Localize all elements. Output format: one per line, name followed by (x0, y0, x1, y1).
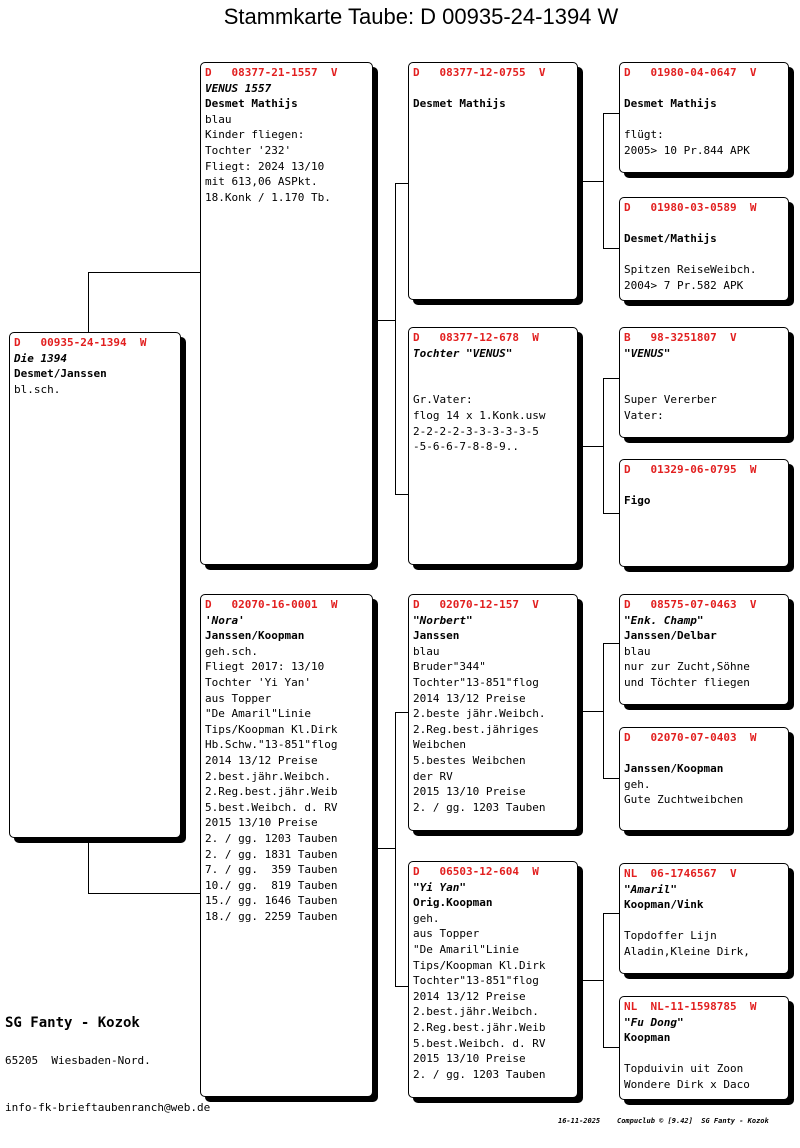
info-line: flog 14 x 1.Konk.usw (413, 408, 546, 422)
info-line: geh.sch. (205, 644, 258, 658)
info-line: blau (624, 644, 651, 658)
info-line: und Töchter fliegen (624, 675, 750, 689)
connector-line (395, 183, 408, 184)
info-line: "De Amaril"Linie (205, 707, 311, 721)
ring-number: NL NL-11-1598785 W (624, 1000, 757, 1013)
breeder-name: Janssen/Delbar (624, 629, 717, 643)
info-line: 2004> 7 Pr.582 APK (624, 278, 744, 292)
info-line: mit 613,06 ASPkt. (205, 175, 318, 189)
info-line: 2014 13/12 Preise (205, 753, 318, 767)
info-line: Tochter 'Yi Yan' (205, 675, 311, 689)
breeder-name: Desmet Mathijs (413, 97, 506, 111)
breeder-name: Desmet Mathijs (624, 97, 717, 111)
info-line: Aladin,Kleine Dirk, (624, 944, 750, 958)
info-line: 2.Reg.best.jähr.Weib (413, 1020, 546, 1034)
info-line: geh. (624, 777, 651, 791)
info-line: Hb.Schw."13-851"flog (205, 738, 338, 752)
info-line: aus Topper (413, 927, 480, 941)
info-line: Topduivin uit Zoon (624, 1062, 744, 1076)
pigeon-name: "Norbert" (413, 613, 473, 627)
info-line: Wondere Dirk x Daco (624, 1077, 750, 1091)
info-line: 2005> 10 Pr.844 APK (624, 143, 750, 157)
footer-print-info: 16-11-2025 Compuclub © [9.42] SG Fanty - Kozok (558, 1117, 769, 1125)
connector-line (88, 272, 89, 332)
info-line (624, 1046, 784, 1062)
pigeon-card-paternal-grandmother[interactable] (408, 327, 578, 565)
ring-number: D 08575-07-0463 V (624, 598, 757, 611)
info-line: bl.sch. (14, 382, 61, 396)
connector-line (395, 712, 408, 713)
connector-line (582, 711, 603, 712)
info-line: 2.beste jähr.Weibch. (413, 707, 546, 721)
info-line (624, 478, 784, 494)
info-line: flügt: (624, 128, 664, 142)
info-line (624, 913, 784, 929)
info-line: Gute Zuchtweibchen (624, 793, 744, 807)
info-line: 2015 13/10 Preise (413, 1052, 526, 1066)
owner-name: SG Fanty - Kozok (5, 1015, 140, 1031)
connector-line (373, 848, 395, 849)
owner-email[interactable]: info-fk-brieftaubenranch@web.de (5, 1101, 211, 1114)
info-line: 15./ gg. 1646 Tauben (205, 894, 338, 908)
connector-line (603, 513, 619, 514)
pigeon-name: Tochter "VENUS" (413, 346, 513, 360)
info-line (624, 247, 784, 263)
connector-line (603, 643, 619, 644)
breeder-name: Janssen/Koopman (624, 762, 724, 776)
info-line (624, 216, 784, 232)
info-line: Kinder fliegen: (205, 128, 305, 142)
owner-address: 65205 Wiesbaden-Nord. (5, 1054, 151, 1067)
pigeon-card-ggp-mmm[interactable] (619, 996, 789, 1100)
info-line: 2. / gg. 1203 Tauben (413, 1067, 546, 1081)
connector-line (603, 113, 604, 248)
connector-line (603, 1047, 619, 1048)
info-line (413, 81, 573, 97)
info-line: 2.best.jähr.Weibch. (413, 1005, 539, 1019)
ring-number: D 02070-12-157 V (413, 598, 539, 611)
connector-line (395, 986, 408, 987)
pigeon-name: "Amaril" (624, 882, 677, 896)
breeder-name: Orig.Koopman (413, 896, 493, 910)
info-line: 7. / gg. 359 Tauben (205, 863, 338, 877)
ring-number: D 02070-16-0001 W (205, 598, 338, 611)
info-line (624, 361, 784, 377)
info-line: 2. / gg. 1203 Tauben (205, 831, 338, 845)
ring-number: D 08377-21-1557 V (205, 66, 338, 79)
pigeon-name: 'Nora' (205, 613, 245, 627)
pigeon-name: "Yi Yan" (413, 880, 466, 894)
info-line: 5.best.Weibch. d. RV (205, 800, 338, 814)
ring-number: D 02070-07-0403 W (624, 731, 757, 744)
info-line: -5-6-6-7-8-8-9.. (413, 440, 519, 454)
ring-number: D 08377-12-678 W (413, 331, 539, 344)
breeder-name: Janssen (413, 629, 460, 643)
pigeon-name: "Enk. Champ" (624, 613, 704, 627)
info-line: Tochter"13-851"flog (413, 974, 539, 988)
info-line: Spitzen ReiseWeibch. (624, 263, 757, 277)
breeder-name: Desmet Mathijs (205, 97, 298, 111)
connector-line (395, 183, 396, 494)
pigeon-card-ggp-mmf[interactable] (619, 863, 789, 974)
info-line: Bruder"344" (413, 660, 486, 674)
info-line: 2015 13/10 Preise (413, 785, 526, 799)
info-line: Super Vererber (624, 393, 717, 407)
info-line: 2014 13/12 Preise (413, 691, 526, 705)
connector-line (582, 446, 603, 447)
breeder-name: Janssen/Koopman (205, 629, 305, 643)
connector-line (395, 712, 396, 986)
info-line: Weibchen (413, 738, 466, 752)
connector-line (88, 272, 200, 273)
ring-number: NL 06-1746567 V (624, 867, 737, 880)
info-line: blau (413, 644, 440, 658)
connector-line (603, 913, 619, 914)
breeder-name: Desmet/Mathijs (624, 232, 717, 246)
info-line (413, 377, 573, 393)
info-line: Fliegt 2017: 13/10 (205, 660, 325, 674)
info-line: Tochter"13-851"flog (413, 675, 539, 689)
info-line (624, 112, 784, 128)
info-line (624, 81, 784, 97)
pigeon-card-maternal-grandfather[interactable] (408, 594, 578, 831)
connector-line (603, 778, 619, 779)
info-line: "De Amaril"Linie (413, 942, 519, 956)
pigeon-card-ggp-mff[interactable] (619, 594, 789, 705)
pigeon-card-maternal-grandmother[interactable] (408, 861, 578, 1098)
connector-line (395, 494, 408, 495)
ring-number: D 01980-04-0647 V (624, 66, 757, 79)
info-line: geh. (413, 911, 440, 925)
connector-line (582, 181, 603, 182)
pigeon-name: Die 1394 (14, 351, 67, 365)
info-line: Gr.Vater: (413, 393, 473, 407)
pigeon-name: "VENUS" (624, 346, 671, 360)
info-line: 2.Reg.best.jähr.Weib (205, 785, 338, 799)
info-line (413, 361, 573, 377)
ring-number: D 01980-03-0589 W (624, 201, 757, 214)
info-line: 2015 13/10 Preise (205, 816, 318, 830)
connector-line (603, 913, 604, 1047)
ring-number: B 98-3251807 V (624, 331, 737, 344)
info-line: Topdoffer Lijn (624, 929, 717, 943)
info-line: Tochter '232' (205, 143, 292, 157)
pigeon-card-ggp-fmf[interactable] (619, 327, 789, 438)
info-line (624, 377, 784, 393)
connector-line (603, 248, 619, 249)
breeder-name: Figo (624, 494, 651, 508)
info-line: Tips/Koopman Kl.Dirk (413, 958, 546, 972)
info-line: 18.Konk / 1.170 Tb. (205, 190, 331, 204)
info-line: nur zur Zucht,Söhne (624, 660, 750, 674)
info-line: Tips/Koopman Kl.Dirk (205, 722, 338, 736)
pigeon-card-father[interactable] (200, 62, 373, 565)
pigeon-card-ggp-fff[interactable] (619, 62, 789, 173)
ring-number: D 08377-12-0755 V (413, 66, 546, 79)
pigeon-card-subject[interactable] (9, 332, 181, 838)
pigeon-card-ggp-ffm[interactable] (619, 197, 789, 301)
info-line: 5.bestes Weibchen (413, 753, 526, 767)
info-line: 18./ gg. 2259 Tauben (205, 909, 338, 923)
connector-line (582, 980, 603, 981)
connector-line (603, 643, 604, 778)
ring-number: D 06503-12-604 W (413, 865, 539, 878)
info-line: Fliegt: 2024 13/10 (205, 159, 325, 173)
breeder-name: Desmet/Janssen (14, 367, 107, 381)
info-line: 10./ gg. 819 Tauben (205, 878, 338, 892)
connector-line (373, 320, 395, 321)
info-line: 2. / gg. 1831 Tauben (205, 847, 338, 861)
pigeon-card-ggp-fmm[interactable] (619, 459, 789, 567)
connector-line (88, 893, 200, 894)
ring-number: D 01329-06-0795 W (624, 463, 757, 476)
info-line (624, 746, 784, 762)
connector-line (88, 838, 89, 893)
breeder-name: Koopman (624, 1031, 671, 1045)
pigeon-name: VENUS 1557 (205, 81, 272, 95)
info-line: 2014 13/12 Preise (413, 989, 526, 1003)
connector-line (603, 378, 619, 379)
breeder-name: Koopman/Vink (624, 898, 704, 912)
info-line: 2-2-2-2-3-3-3-3-3-5 (413, 424, 539, 438)
pigeon-card-ggp-mfm[interactable] (619, 727, 789, 831)
ring-number: D 00935-24-1394 W (14, 336, 147, 349)
pigeon-card-mother[interactable] (200, 594, 373, 1097)
info-line: 2. / gg. 1203 Tauben (413, 800, 546, 814)
pigeon-name: "Fu Dong" (624, 1015, 684, 1029)
page-title: Stammkarte Taube: D 00935-24-1394 W (223, 4, 619, 29)
info-line: Vater: (624, 408, 664, 422)
info-line: der RV (413, 769, 453, 783)
info-line: 2.best.jähr.Weibch. (205, 769, 331, 783)
info-line: 5.best.Weibch. d. RV (413, 1036, 546, 1050)
connector-line (603, 113, 619, 114)
connector-line (603, 378, 604, 513)
info-line: aus Topper (205, 691, 272, 705)
info-line: blau (205, 112, 232, 126)
info-line: 2.Reg.best.jähriges (413, 722, 539, 736)
pigeon-card-paternal-grandfather[interactable] (408, 62, 578, 300)
